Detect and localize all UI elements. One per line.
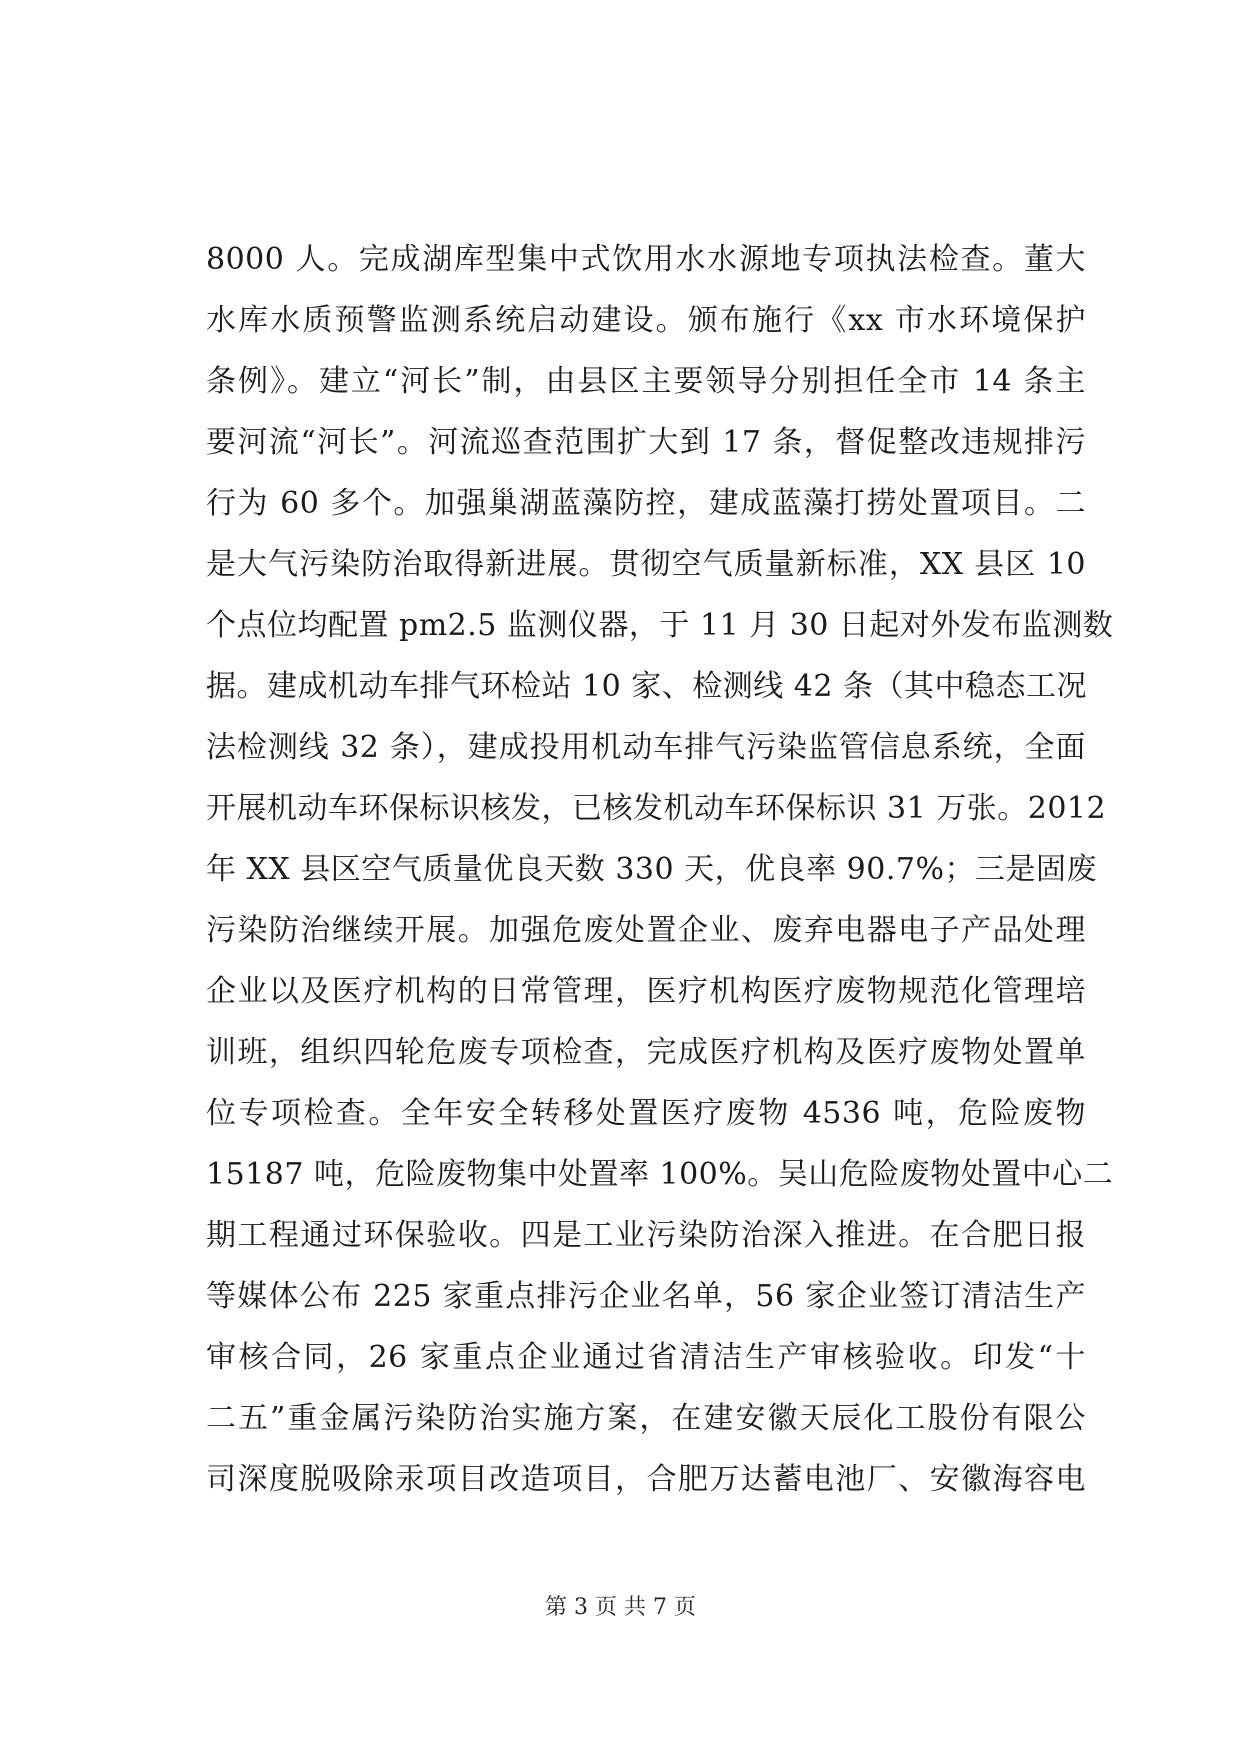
text-line: 训班，组织四轮危废专项检查，完成医疗机构及医疗废物处置单 — [206, 1035, 1086, 1070]
text-line: 行为 60 多个。加强巢湖蓝藻防控，建成蓝藻打捞处置项目。二 — [206, 486, 1086, 521]
text-line: 要河流“河长”。河流巡查范围扩大到 17 条，督促整改违规排污 — [206, 425, 1086, 460]
text-line: 司深度脱吸除汞项目改造项目，合肥万达蓄电池厂、安徽海容电 — [206, 1462, 1086, 1497]
text-line: 年 XX 县区空气质量优良天数 330 天，优良率 90.7%；三是固废 — [206, 852, 1097, 887]
text-line: 8000 人。完成湖库型集中式饮用水水源地专项执法检查。董大 — [206, 242, 1086, 277]
text-line: 审核合同，26 家重点企业通过省清洁生产审核验收。印发“十 — [206, 1340, 1086, 1375]
text-line: 污染防治继续开展。加强危废处置企业、废弃电器电子产品处理 — [206, 913, 1086, 948]
text-line: 据。建成机动车排气环检站 10 家、检测线 42 条（其中稳态工况 — [206, 669, 1087, 704]
page-footer — [0, 1593, 1241, 1623]
text-line: 企业以及医疗机构的日常管理，医疗机构医疗废物规范化管理培 — [206, 974, 1086, 1009]
body-text — [206, 229, 1114, 1510]
text-line: 条例》。建立“河长”制，由县区主要领导分别担任全市 14 条主 — [206, 364, 1086, 399]
text-line: 个点位均配置 pm2.5 监测仪器，于 11 月 30 日起对外发布监测数 — [206, 608, 1114, 643]
text-line: 开展机动车环保标识核发，已核发机动车环保标识 31 万张。2012 — [206, 791, 1107, 826]
text-line: 是大气污染防治取得新进展。贯彻空气质量新标准，XX 县区 10 — [206, 547, 1086, 582]
text-line: 法检测线 32 条），建成投用机动车排气污染监管信息系统，全面 — [206, 730, 1086, 765]
text-line: 15187 吨，危险废物集中处置率 100%。吴山危险废物处置中心二 — [206, 1157, 1114, 1192]
text-line: 水库水质预警监测系统启动建设。颁布施行《xx 市水环境保护 — [206, 303, 1086, 338]
page-number: 第 3 页 共 7 页 — [545, 1595, 696, 1620]
text-line: 二五”重金属污染防治实施方案，在建安徽天辰化工股份有限公 — [206, 1401, 1086, 1436]
text-line: 位专项检查。全年安全转移处置医疗废物 4536 吨，危险废物 — [206, 1096, 1086, 1131]
text-line: 期工程通过环保验收。四是工业污染防治深入推进。在合肥日报 — [206, 1218, 1086, 1253]
text-line: 等媒体公布 225 家重点排污企业名单，56 家企业签订清洁生产 — [206, 1279, 1086, 1314]
